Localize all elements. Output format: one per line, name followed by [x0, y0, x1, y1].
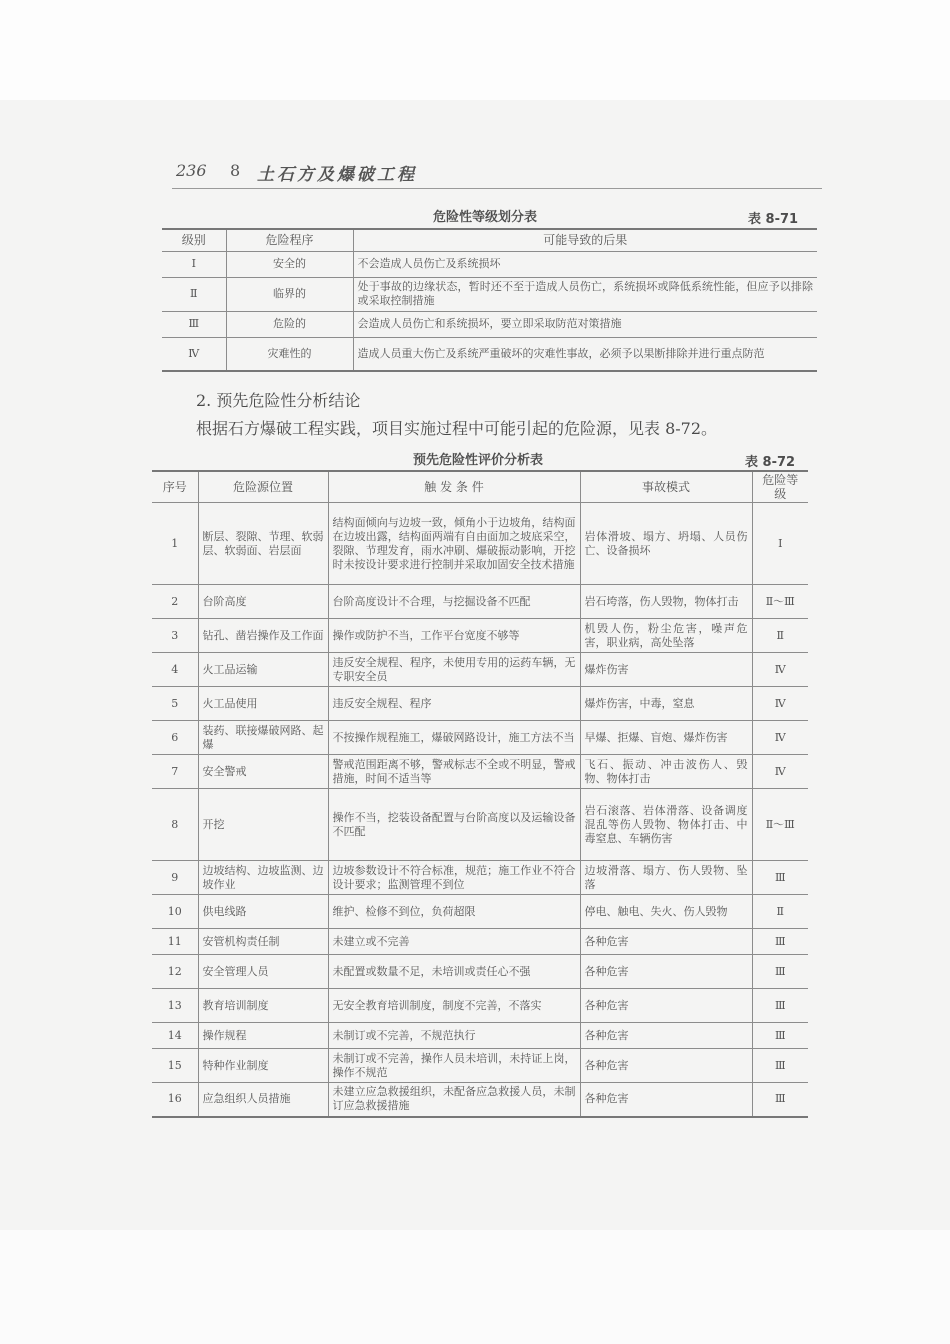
table-row [162, 277, 817, 311]
hazard-grade-cell: Ⅰ [752, 503, 808, 585]
column-header: 触 发 条 件 [328, 471, 580, 503]
table-header-row [152, 471, 808, 503]
hazard-grade-cell: Ⅱ～Ⅲ [752, 789, 808, 861]
table-row [152, 989, 808, 1023]
table-row [152, 1023, 808, 1049]
trigger-condition-cell: 未制订或不完善，操作人员未培训，未持证上岗，操作不规范 [328, 1049, 580, 1083]
row-number-cell: 2 [152, 585, 198, 619]
trigger-condition-cell: 未建立应急救援组织，未配备应急救援人员，未制订应急救援措施 [328, 1083, 580, 1117]
table-row [152, 1083, 808, 1117]
column-header: 危险程序 [226, 229, 353, 251]
trigger-condition-cell: 未制订或不完善，不规范执行 [328, 1023, 580, 1049]
hazard-grade-cell: Ⅲ [752, 861, 808, 895]
hazard-grade-cell: Ⅲ [752, 1083, 808, 1117]
column-header: 危险源位置 [198, 471, 328, 503]
chapter-title: 土石方及爆破工程 [257, 165, 417, 185]
row-number-cell: 1 [152, 503, 198, 585]
accident-mode-cell: 早爆、拒爆、盲炮、爆炸伤害 [580, 721, 752, 755]
table-71-caption: 危险性等级划分表 [433, 210, 538, 225]
accident-mode-cell: 停电、触电、失火、伤人毁物 [580, 895, 752, 929]
accident-mode-cell: 岩石垮落，伤人毁物，物体打击 [580, 585, 752, 619]
row-number-cell: 5 [152, 687, 198, 721]
trigger-condition-cell: 操作不当，挖装设备配置与台阶高度以及运输设备不匹配 [328, 789, 580, 861]
hazard-location-cell: 教育培训制度 [198, 989, 328, 1023]
hazard-location-cell: 断层、裂隙、节理、软弱层、软弱面、岩层面 [198, 503, 328, 585]
row-number-cell: 3 [152, 619, 198, 653]
accident-mode-cell: 各种危害 [580, 955, 752, 989]
hazard-location-cell: 安全管理人员 [198, 955, 328, 989]
trigger-condition-cell: 台阶高度设计不合理，与挖掘设备不匹配 [328, 585, 580, 619]
table-row [152, 789, 808, 861]
table-72-caption: 预先危险性评价分析表 [413, 453, 544, 468]
hazard-location-cell: 钻孔、凿岩操作及工作面 [198, 619, 328, 653]
row-number-cell: 8 [152, 789, 198, 861]
column-header: 可能导致的后果 [353, 229, 817, 251]
accident-mode-cell: 岩石滚落、岩体滑落、设备调度混乱等伤人毁物、物体打击、中毒窒息、车辆伤害 [580, 789, 752, 861]
table-row [152, 687, 808, 721]
page-bottom-margin [0, 1230, 950, 1344]
hazard-grade-cell: Ⅲ [752, 1023, 808, 1049]
trigger-condition-cell: 警戒范围距离不够，警戒标志不全或不明显，警戒措施，时间不适当等 [328, 755, 580, 789]
table-72-number: 表 8-72 [745, 455, 796, 470]
table-row [152, 895, 808, 929]
header-rule [172, 188, 822, 189]
hazard-grade-cell: Ⅱ [752, 619, 808, 653]
row-number-cell: 4 [152, 653, 198, 687]
consequence-cell: 不会造成人员伤亡及系统损坏 [353, 251, 817, 277]
degree-cell: 安全的 [226, 251, 353, 277]
table-71-number: 表 8-71 [748, 212, 799, 227]
hazard-grade-cell: Ⅳ [752, 687, 808, 721]
column-header: 事故模式 [580, 471, 752, 503]
trigger-condition-cell: 无安全教育培训制度，制度不完善，不落实 [328, 989, 580, 1023]
accident-mode-cell: 爆炸伤害 [580, 653, 752, 687]
running-header [172, 158, 822, 188]
consequence-cell: 会造成人员伤亡和系统损坏，要立即采取防范对策措施 [353, 311, 817, 337]
level-cell: Ⅳ [162, 337, 226, 371]
accident-mode-cell: 各种危害 [580, 989, 752, 1023]
column-header: 序号 [152, 471, 198, 503]
chapter-number: 8 [230, 161, 241, 180]
row-number-cell: 7 [152, 755, 198, 789]
accident-mode-cell: 爆炸伤害，中毒，窒息 [580, 687, 752, 721]
table-row [152, 585, 808, 619]
hazard-location-cell: 台阶高度 [198, 585, 328, 619]
table-row [152, 653, 808, 687]
row-number-cell: 15 [152, 1049, 198, 1083]
accident-mode-cell: 边坡滑落、塌方、伤人毁物、坠落 [580, 861, 752, 895]
hazard-grade-cell: Ⅲ [752, 1049, 808, 1083]
table-row [162, 251, 817, 277]
hazard-grade-cell: Ⅱ～Ⅲ [752, 585, 808, 619]
row-number-cell: 10 [152, 895, 198, 929]
hazard-grade-cell: Ⅳ [752, 653, 808, 687]
hazard-level-table [162, 228, 817, 372]
row-number-cell: 13 [152, 989, 198, 1023]
row-number-cell: 12 [152, 955, 198, 989]
trigger-condition-cell: 违反安全规程、程序 [328, 687, 580, 721]
trigger-condition-cell: 边坡参数设计不符合标准，规范；施工作业不符合设计要求；监测管理不到位 [328, 861, 580, 895]
accident-mode-cell: 飞石、振动、冲击波伤人、毁物、物体打击 [580, 755, 752, 789]
row-number-cell: 16 [152, 1083, 198, 1117]
hazard-grade-cell: Ⅱ [752, 895, 808, 929]
hazard-location-cell: 边坡结构、边坡监测、边坡作业 [198, 861, 328, 895]
row-number-cell: 9 [152, 861, 198, 895]
section-heading: 2. 预先危险性分析结论 [196, 391, 361, 410]
degree-cell: 危险的 [226, 311, 353, 337]
hazard-location-cell: 安管机构责任制 [198, 929, 328, 955]
hazard-location-cell: 供电线路 [198, 895, 328, 929]
table-row [162, 337, 817, 371]
accident-mode-cell: 机毁人伤，粉尘危害，噪声危害，职业病，高处坠落 [580, 619, 752, 653]
column-header: 危险等级 [752, 471, 808, 503]
table-header-row [162, 229, 817, 251]
hazard-location-cell: 操作规程 [198, 1023, 328, 1049]
page-number: 236 [176, 161, 207, 180]
table-row [152, 955, 808, 989]
table-row [152, 861, 808, 895]
table-row [162, 311, 817, 337]
hazard-grade-cell: Ⅳ [752, 721, 808, 755]
accident-mode-cell: 各种危害 [580, 1049, 752, 1083]
hazard-location-cell: 火工品使用 [198, 687, 328, 721]
table-row [152, 755, 808, 789]
consequence-cell: 造成人员重大伤亡及系统严重破坏的灾难性事故，必须予以果断排除并进行重点防范 [353, 337, 817, 371]
degree-cell: 灾难性的 [226, 337, 353, 371]
accident-mode-cell: 各种危害 [580, 1083, 752, 1117]
table-row [152, 721, 808, 755]
trigger-condition-cell: 结构面倾向与边坡一致，倾角小于边坡角，结构面在边坡出露，结构面两端有自由面加之坡底采空，裂隙、节理发育，雨水冲刷、爆破振动影响，开挖时未按设计要求进行控制并采取加固安全技术措施 [328, 503, 580, 585]
level-cell: Ⅱ [162, 277, 226, 311]
table-row [152, 503, 808, 585]
page-top-margin [0, 0, 950, 100]
hazard-location-cell: 应急组织人员措施 [198, 1083, 328, 1117]
trigger-condition-cell: 操作或防护不当，工作平台宽度不够等 [328, 619, 580, 653]
level-cell: Ⅰ [162, 251, 226, 277]
row-number-cell: 11 [152, 929, 198, 955]
preliminary-hazard-analysis-table [152, 470, 808, 1118]
trigger-condition-cell: 违反安全规程、程序，未使用专用的运药车辆，无专职安全员 [328, 653, 580, 687]
accident-mode-cell: 各种危害 [580, 1023, 752, 1049]
consequence-cell: 处于事故的边缘状态，暂时还不至于造成人员伤亡，系统损坏或降低系统性能，但应予以排除或采取控制措施 [353, 277, 817, 311]
hazard-location-cell: 特种作业制度 [198, 1049, 328, 1083]
trigger-condition-cell: 维护、检修不到位，负荷超限 [328, 895, 580, 929]
hazard-location-cell: 开挖 [198, 789, 328, 861]
trigger-condition-cell: 未配置或数量不足，未培训或责任心不强 [328, 955, 580, 989]
level-cell: Ⅲ [162, 311, 226, 337]
table-row [152, 929, 808, 955]
hazard-location-cell: 装药、联接爆破网路、起爆 [198, 721, 328, 755]
accident-mode-cell: 岩体滑坡、塌方、坍塌、人员伤亡、设备损坏 [580, 503, 752, 585]
trigger-condition-cell: 未建立或不完善 [328, 929, 580, 955]
table-row [152, 1049, 808, 1083]
accident-mode-cell: 各种危害 [580, 929, 752, 955]
hazard-grade-cell: Ⅲ [752, 955, 808, 989]
hazard-grade-cell: Ⅲ [752, 989, 808, 1023]
hazard-grade-cell: Ⅲ [752, 929, 808, 955]
column-header: 级别 [162, 229, 226, 251]
row-number-cell: 14 [152, 1023, 198, 1049]
hazard-location-cell: 火工品运输 [198, 653, 328, 687]
table-row [152, 619, 808, 653]
row-number-cell: 6 [152, 721, 198, 755]
degree-cell: 临界的 [226, 277, 353, 311]
body-paragraph: 根据石方爆破工程实践，项目实施过程中可能引起的危险源，见表 8-72。 [196, 419, 718, 438]
hazard-location-cell: 安全警戒 [198, 755, 328, 789]
hazard-grade-cell: Ⅳ [752, 755, 808, 789]
trigger-condition-cell: 不按操作规程施工，爆破网路设计，施工方法不当 [328, 721, 580, 755]
